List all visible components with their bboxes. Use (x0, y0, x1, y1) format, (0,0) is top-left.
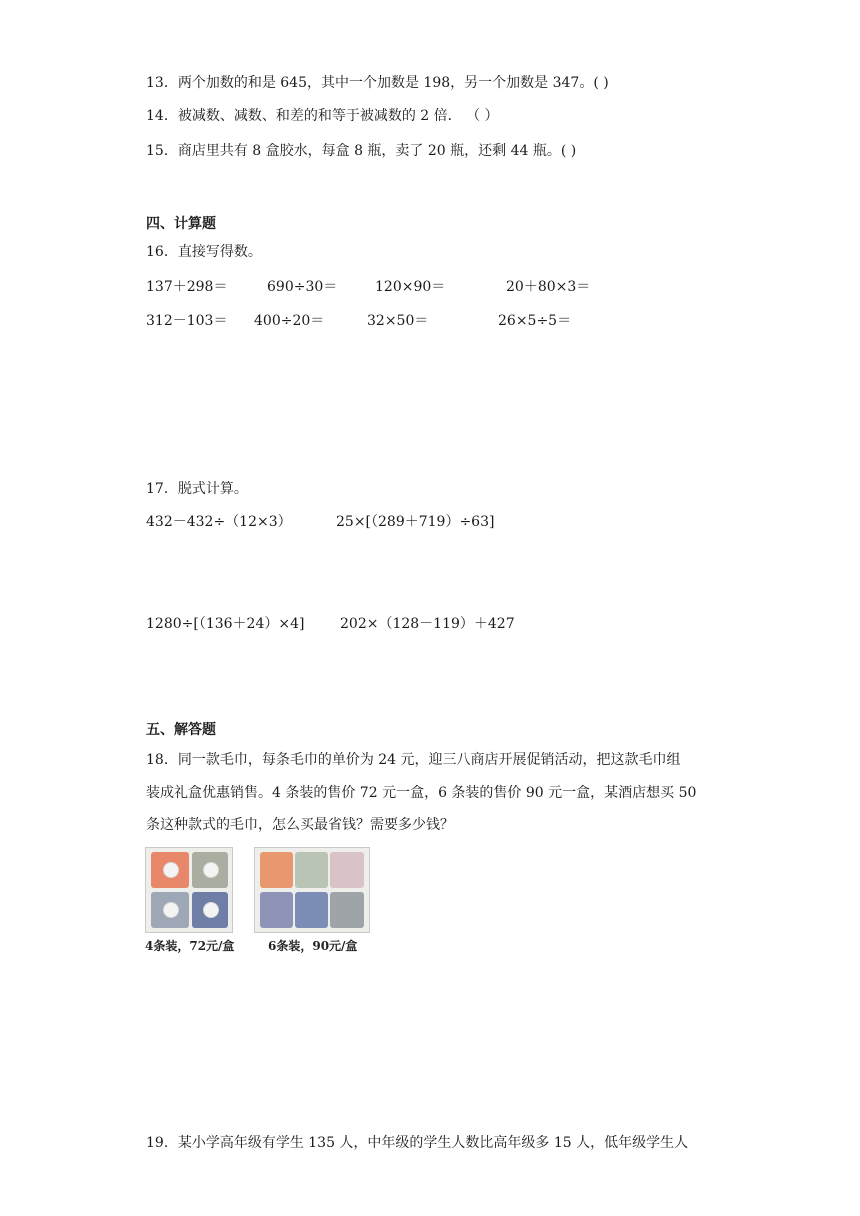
oral-calc-item: 32×50＝ (367, 313, 429, 329)
towel-sage (295, 852, 328, 888)
oral-calc-item: 26×5÷5＝ (498, 313, 572, 329)
step-calc-item: 25×[（289＋719）÷63] (336, 514, 495, 530)
question-17: 17．脱式计算。 (146, 481, 248, 497)
section-heading-word-problems: 五、解答题 (146, 722, 216, 738)
towel-lavender (260, 892, 293, 928)
question-16: 16．直接写得数。 (146, 244, 262, 260)
towel-box-4pack-image (145, 847, 233, 933)
question-18-line: 条这种款式的毛巾，怎么买最省钱？需要多少钱？ (146, 817, 454, 833)
towel-orange (260, 852, 293, 888)
oral-calc-item: 400÷20＝ (254, 313, 325, 329)
step-calc-item: 432－432÷（12×3） (146, 514, 292, 530)
image-caption-4pack: 4条装，72元/盒 (145, 939, 235, 953)
question-13: 13．两个加数的和是 645，其中一个加数是 198，另一个加数是 347。( ) (146, 75, 609, 91)
flower-emblem-icon (163, 862, 179, 878)
question-15: 15．商店里共有 8 盒胶水，每盒 8 瓶，卖了 20 瓶，还剩 44 瓶。( ) (146, 143, 577, 159)
step-calc-item: 202×（128－119）＋427 (340, 616, 515, 632)
towel-box-6pack-image (254, 847, 370, 933)
step-calc-item: 1280÷[（136＋24）×4] (146, 616, 305, 632)
question-14: 14．被减数、减数、和差的和等于被减数的 2 倍． （ ） (146, 108, 499, 124)
oral-calc-item: 312－103＝ (146, 313, 228, 329)
towel-grey (330, 892, 364, 928)
section-heading-calculation: 四、计算题 (146, 216, 216, 232)
question-18-line: 18．同一款毛巾，每条毛巾的单价为 24 元，迎三八商店开展促销活动，把这款毛巾组 (146, 752, 681, 768)
towel-pink (330, 852, 364, 888)
oral-calc-item: 690÷30＝ (267, 279, 338, 295)
towel-blue (295, 892, 328, 928)
oral-calc-item: 20＋80×3＝ (506, 279, 591, 295)
flower-emblem-icon (203, 862, 219, 878)
image-caption-6pack: 6条装，90元/盒 (268, 939, 358, 953)
question-19-line: 19．某小学高年级有学生 135 人，中年级的学生人数比高年级多 15 人，低年级学生人 (146, 1135, 689, 1151)
flower-emblem-icon (163, 902, 179, 918)
oral-calc-item: 120×90＝ (375, 279, 446, 295)
flower-emblem-icon (203, 902, 219, 918)
question-18-line: 装成礼盒优惠销售。4 条装的售价 72 元一盒，6 条装的售价 90 元一盒，某酒店想买 50 (146, 785, 697, 801)
oral-calc-item: 137＋298＝ (146, 279, 228, 295)
